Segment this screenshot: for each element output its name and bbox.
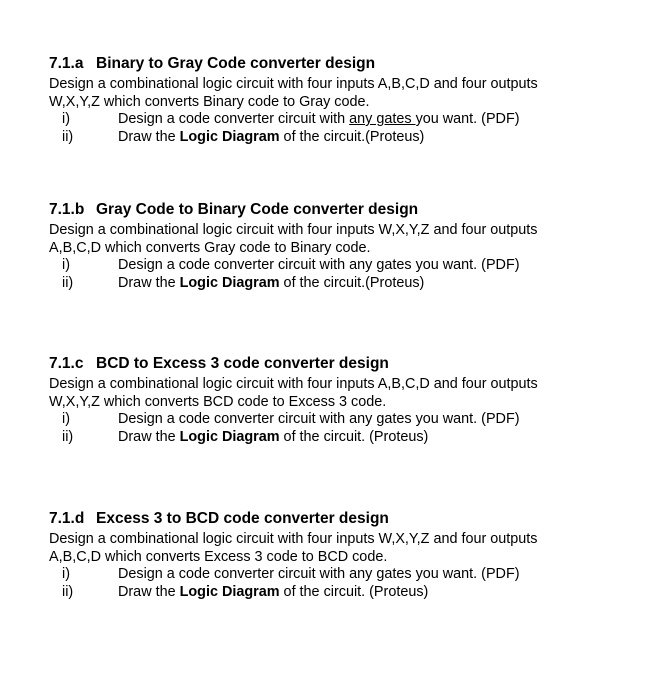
section-title: Gray Code to Binary Code converter design: [96, 201, 419, 218]
section-title: Binary to Gray Code converter design: [96, 55, 376, 72]
item-text-part: Draw the: [118, 128, 180, 145]
list-item-1: [49, 566, 649, 584]
item-text-part: Draw the: [118, 274, 180, 291]
item-text-part: you want. (PDF): [415, 411, 520, 427]
description-line-1: Design a combinational logic circuit with four inputs A,B,C,D and four outputs: [49, 76, 538, 92]
item-text-part: any gates: [349, 566, 416, 582]
section-number: 7.1.b: [49, 201, 85, 218]
item-text-bold: Logic Diagram: [179, 583, 280, 600]
item-text-bold: Logic Diagram: [179, 128, 280, 145]
section-heading: [49, 54, 649, 74]
list-item-number: i): [62, 111, 70, 127]
description-line-2: A,B,C,D which converts Gray code to Binary code.: [49, 239, 371, 256]
item-text-bold: Logic Diagram: [179, 274, 280, 291]
section-number: 7.1.a: [49, 55, 84, 72]
section-heading: [49, 354, 649, 374]
section-title: BCD to Excess 3 code converter design: [96, 355, 389, 372]
description-line-1: Design a combinational logic circuit with four inputs A,B,C,D and four outputs: [49, 376, 538, 392]
section-7-1-a: [49, 54, 649, 146]
list-item-text: [118, 111, 520, 129]
list-item-1: [49, 411, 649, 429]
description-line-2: W,X,Y,Z which converts Binary code to Gray code.: [49, 93, 370, 110]
list-item-number: i): [62, 411, 70, 427]
list-item-1: [49, 111, 649, 129]
item-text-part: of the circuit. (Proteus): [279, 428, 429, 445]
list-item-2: [49, 429, 649, 447]
section-heading: [49, 200, 649, 220]
description-line-1: Design a combinational logic circuit with four inputs W,X,Y,Z and four outputs: [49, 531, 538, 547]
item-text-part: Design a code converter circuit with: [118, 566, 350, 582]
list-item-1: [49, 257, 649, 275]
list-item-text: [118, 257, 520, 275]
list-item-text: [118, 429, 428, 447]
section-number: 7.1.d: [49, 510, 85, 527]
item-text-part: any gates: [349, 257, 416, 273]
section-7-1-d: [49, 509, 649, 601]
description-line-2: W,X,Y,Z which converts BCD code to Excess 3 code.: [49, 393, 387, 410]
list-item-2: [49, 275, 649, 293]
item-text-underlined: any gates: [349, 111, 416, 127]
list-item-number: i): [62, 257, 70, 273]
list-item-number: ii): [62, 583, 74, 600]
item-text-part: you want. (PDF): [415, 257, 520, 273]
list-item-number: ii): [62, 428, 74, 445]
list-item-text: [118, 584, 428, 602]
description-line-1: Design a combinational logic circuit with four inputs W,X,Y,Z and four outputs: [49, 222, 538, 238]
item-text-part: Design a code converter circuit with: [118, 257, 350, 273]
list-item-text: [118, 275, 424, 293]
list-item-text: [118, 411, 520, 429]
item-text-part: Design a code converter circuit with: [118, 411, 350, 427]
item-text-part: Draw the: [118, 583, 180, 600]
item-text-part: Draw the: [118, 428, 180, 445]
description-line-2: A,B,C,D which converts Excess 3 code to BCD code.: [49, 548, 388, 565]
item-text-part: of the circuit.(Proteus): [279, 274, 425, 291]
section-title: Excess 3 to BCD code converter design: [96, 510, 389, 527]
list-item-text: [118, 129, 424, 147]
item-text-part: of the circuit. (Proteus): [279, 583, 429, 600]
item-text-part: Design a code converter circuit with: [118, 111, 350, 127]
item-text-part: of the circuit.(Proteus): [279, 128, 425, 145]
list-item-text: [118, 566, 520, 584]
section-7-1-c: [49, 354, 649, 446]
list-item-2: [49, 584, 649, 602]
item-text-part: any gates: [349, 411, 416, 427]
list-item-number: ii): [62, 274, 74, 291]
list-item-2: [49, 129, 649, 147]
item-text-part: you want. (PDF): [415, 111, 520, 127]
section-number: 7.1.c: [49, 355, 84, 372]
item-text-part: you want. (PDF): [415, 566, 520, 582]
section-7-1-b: [49, 200, 649, 292]
section-heading: [49, 509, 649, 529]
item-text-bold: Logic Diagram: [179, 428, 280, 445]
list-item-number: i): [62, 566, 70, 582]
list-item-number: ii): [62, 128, 74, 145]
